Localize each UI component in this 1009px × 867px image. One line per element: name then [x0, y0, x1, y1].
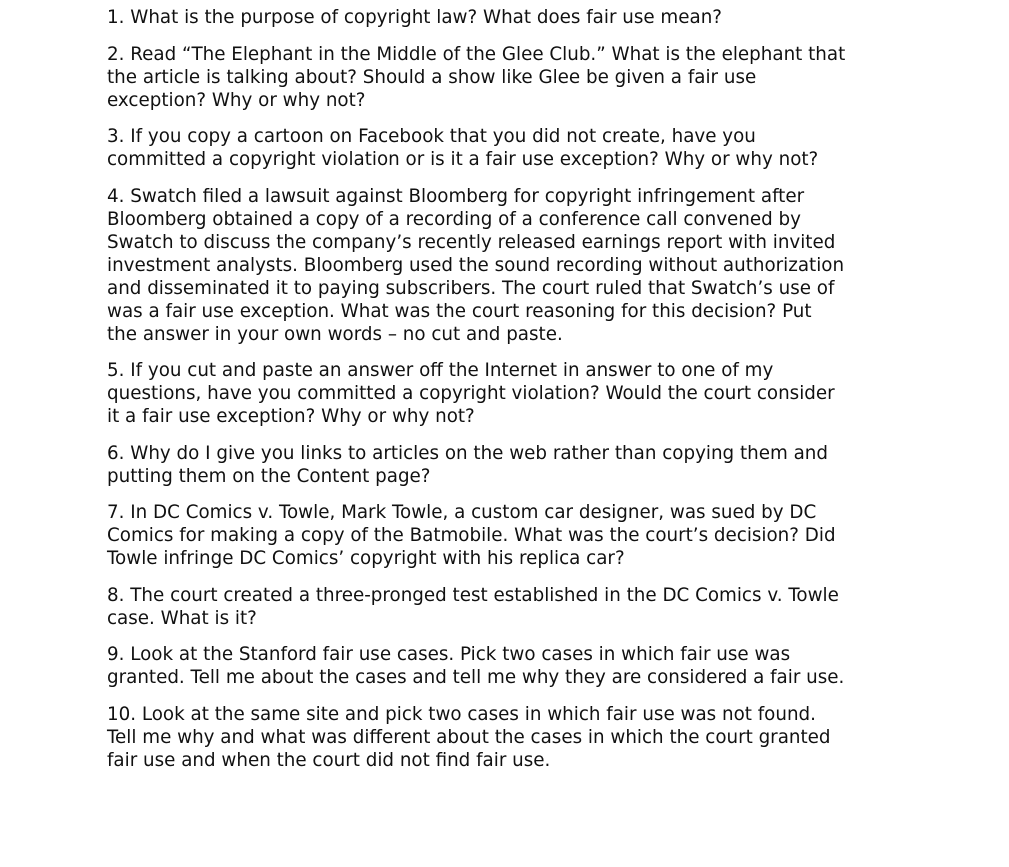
question-8: 8. The court created a three-pronged test established in the DC Comics v. Towle case. What is it?: [107, 584, 839, 629]
question-2: 2. Read “The Elephant in the Middle of the Glee Club.” What is the elephant that the article is talking about? Should a show like Glee be given a fair use exception? Why or why not?: [107, 43, 846, 111]
question-7: 7. In DC Comics v. Towle, Mark Towle, a custom car designer, was sued by DC Comics for making a copy of the Batmobile. What was the court’s decision? Did Towle infringe DC Comics’ copyright with his replica car?: [107, 502, 836, 569]
question-6: 6. Why do I give you links to articles on the web rather than copying them and putting them on the Content page?: [107, 442, 828, 487]
question-10: 10. Look at the same site and pick two cases in which fair use was not found. Tell me why and what was different about the cases in which the court granted fair use and when the court did not find fair use.: [107, 703, 831, 771]
question-list: [107, 6, 847, 785]
question-9: 9. Look at the Stanford fair use cases. Pick two cases in which fair use was granted. Tell me about the cases and tell me why they are considered a fair use.: [107, 644, 845, 688]
question-1: 1. What is the purpose of copyright law? What does fair use mean?: [107, 7, 722, 28]
question-4: 4. Swatch filed a lawsuit against Bloomberg for copyright infringement after Bloomberg obtained a copy of a recording of a conference call convened by Swatch to discuss the company’s recently released earnings report with invited investment analysts. Bloomberg used the sound recording without authorization and disseminated it to paying subscribers. The court ruled that Swatch’s use of was a fair use exception. What was the court reasoning for this decision? Put the answer in your own words – no cut and paste.: [107, 185, 845, 345]
question-3: 3. If you copy a cartoon on Facebook that you did not create, have you committed a copyright violation or is it a fair use exception? Why or why not?: [107, 126, 819, 170]
question-5: 5. If you cut and paste an answer off the Internet in answer to one of my questions, have you committed a copyright violation? Would the court consider it a fair use exception? Why or why not?: [107, 360, 835, 427]
